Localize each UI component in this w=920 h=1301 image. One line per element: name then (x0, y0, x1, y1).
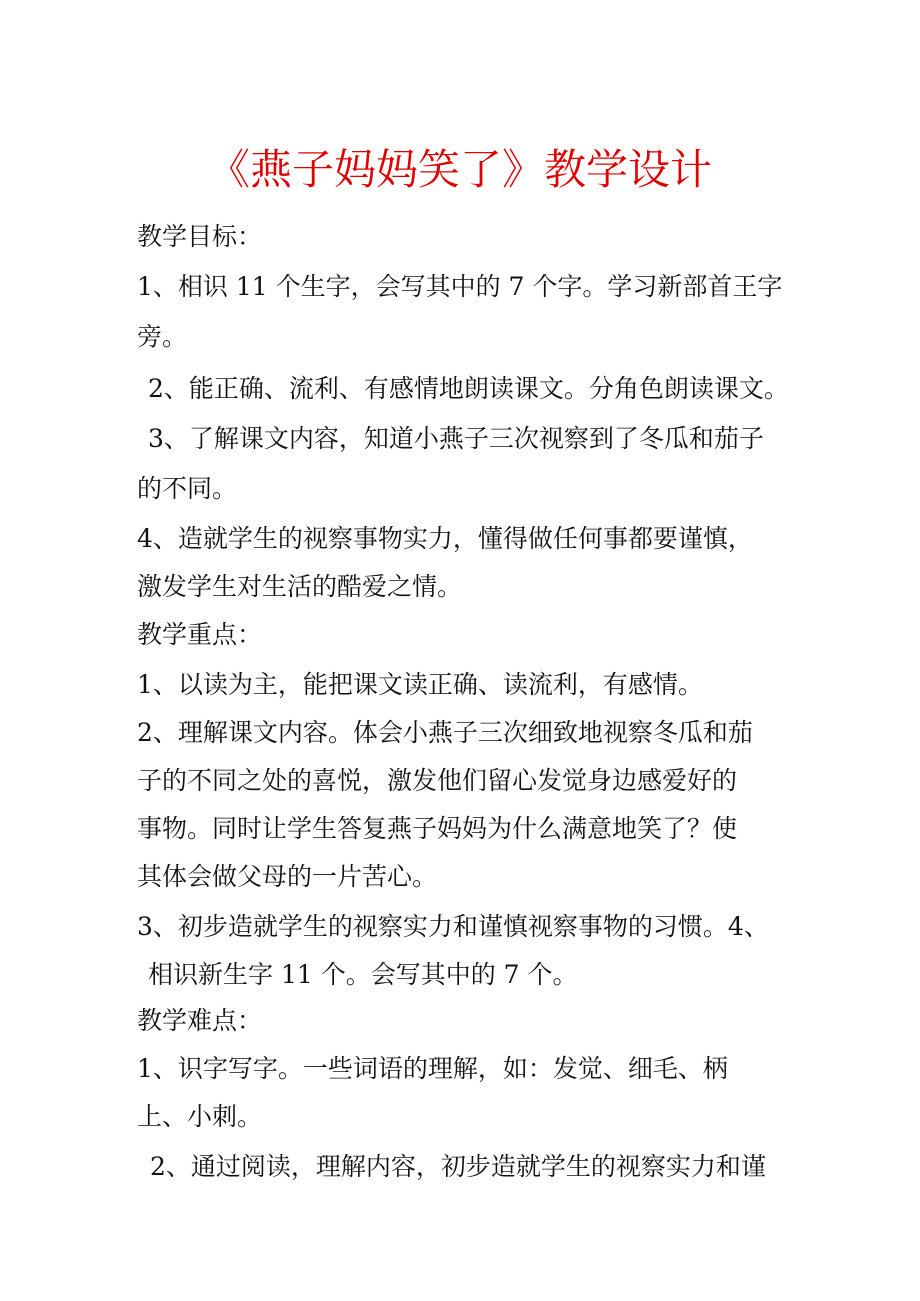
paragraph-line: 3、了解课文内容，知道小燕子三次视察到了冬瓜和茄子 (148, 424, 764, 453)
paragraph-line: 3、初步造就学生的视察实力和谨慎视察事物的习惯。4、 (137, 912, 769, 941)
paragraph-line: 2、能正确、流利、有感情地朗读课文。分角色朗读课文。 (148, 374, 789, 403)
paragraph-line: 2、理解课文内容。体会小燕子三次细致地视察冬瓜和茄 (137, 718, 753, 747)
section-heading-difficulties: 教学难点： (137, 1006, 263, 1035)
paragraph-line: 1、相识 11 个生字，会写其中的 7 个字。学习新部首王字 (137, 272, 783, 301)
section-heading-objectives: 教学目标： (137, 222, 263, 251)
paragraph-line: 1、以读为主，能把课文读正确、读流利，有感情。 (137, 670, 703, 699)
paragraph-line: 4、造就学生的视察事物实力，懂得做任何事都要谨慎， (137, 524, 753, 553)
paragraph-line: 相识新生字 11 个。会写其中的 7 个。 (148, 960, 578, 989)
paragraph-line: 旁。 (137, 322, 188, 351)
paragraph-line: 激发学生对生活的酷爱之情。 (137, 572, 463, 601)
paragraph-line: 事物。同时让学生答复燕子妈妈为什么满意地笑了？使 (137, 814, 738, 843)
paragraph-line: 2、通过阅读，理解内容，初步造就学生的视察实力和谨 (150, 1152, 766, 1181)
section-heading-key-points: 教学重点： (137, 620, 263, 649)
paragraph-line: 子的不同之处的喜悦，激发他们留心发觉身边感爱好的 (137, 766, 738, 795)
paragraph-line: 1、识字写字。一些词语的理解，如：发觉、细毛、柄 (137, 1054, 728, 1083)
document-title: 《燕子妈妈笑了》教学设计 (207, 145, 712, 194)
paragraph-line: 其体会做父母的一片苦心。 (137, 862, 438, 891)
paragraph-line: 的不同。 (137, 474, 238, 503)
paragraph-line: 上、小刺。 (137, 1102, 263, 1131)
